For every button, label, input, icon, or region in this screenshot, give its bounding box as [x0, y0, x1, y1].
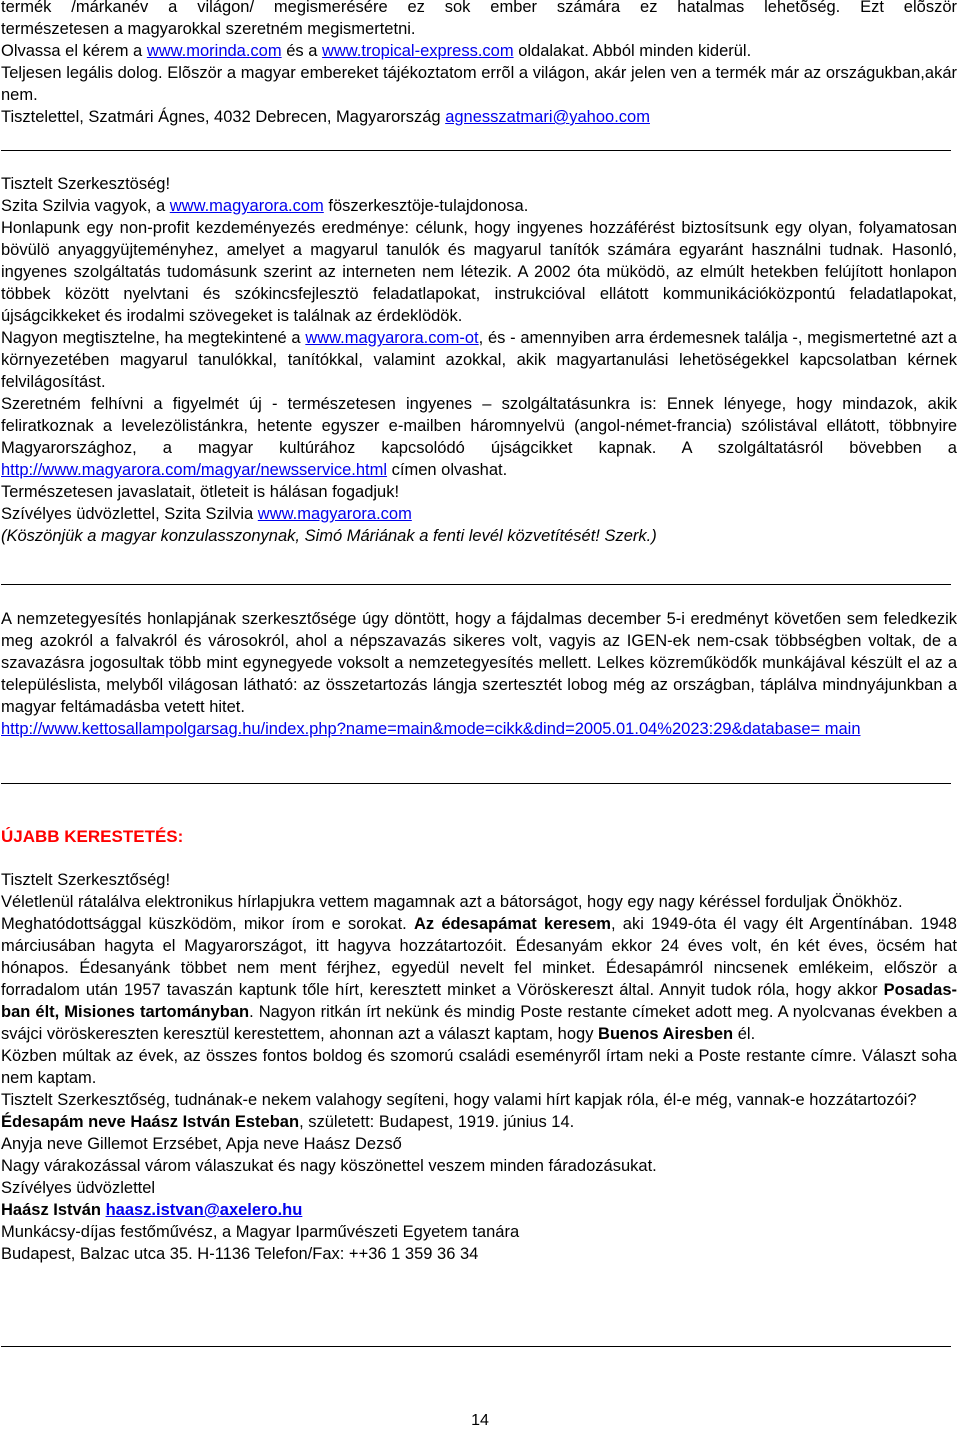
text-paragraph: Tisztelt Szerkesztőség, tudnának-e nekem valahogy segíteni, hogy valami hírt kapjak róla, él-e még, vannak-e hozzátartozói?	[1, 1091, 917, 1109]
text-span: , aki 1949-óta él vagy élt Argentínában. 1948 márciusában hagyta el Magyarországot, itt hagyva hozzátartozóit. Édesanyám ekkor 24 éves volt, én két éves, öcsém hat hónapos. Édesanyánk többet nem ment férjhez, egyedül nevelt fel minket. Édesapámról nincsenek emlékeim, először a forradalom után 1957 tavaszán kaptunk tőle hírt, keresztett minket a Vöröskereszt által. Annyit tudok róla, hogy akkor	[1, 915, 957, 999]
text-line: Természetesen javaslatait, ötleteit is hálásan fogadjuk!	[1, 483, 400, 501]
letter-morinda	[1, 0, 957, 128]
page-number: 14	[471, 1412, 489, 1429]
text-span: Olvassa el kérem a	[1, 42, 147, 60]
ujabb-kerestetes	[1, 826, 957, 1265]
text-line: Munkácsy-díjas festőművész, a Magyar Iparművészeti Egyetem tanára	[1, 1223, 520, 1241]
bold-text: Az édesapámat keresem	[413, 915, 611, 933]
link-line	[1, 718, 957, 740]
text-span: és a	[281, 42, 322, 60]
text-line: Szívélyes üdvözlettel	[1, 1179, 156, 1197]
text-span: Szívélyes üdvözlettel, Szita Szilvia	[1, 505, 258, 523]
text-paragraph: Teljesen legális dolog. Elõször a magyar embereket tájékoztatom errõl a világon, akár jelen ven a termék már az országukban,akár nem.	[1, 64, 957, 104]
text-span: , és - amennyiben arra érdemesnek találja -, megismertetné azt a környezetében magyarul tanulókkal, tanítókkal, valamint azokkal, akik magyartanulási lehetöségekkel kapcsolatban kérnek felvilágosítást.	[1, 329, 957, 391]
signature-line	[1, 106, 957, 128]
section-heading: ÚJABB KERESTETÉS:	[1, 827, 184, 846]
text-span: , született: Budapest, 1919. június 14.	[299, 1113, 575, 1131]
text-paragraph: Közben múltak az évek, az összes fontos boldog és szomorú családi eseményről írtam neki a Poste restante címre. Választ soha nem kaptam.	[1, 1047, 957, 1087]
text-line: Budapest, Balzac utca 35. H-1136 Telefon/Fax: ++36 1 359 36 34	[1, 1245, 479, 1263]
text-line	[1, 40, 957, 62]
separator	[1, 783, 951, 784]
greeting: Tisztelt Szerkesztöség!	[1, 175, 171, 193]
text-line	[1, 1111, 957, 1133]
email-link-haasz[interactable]: haasz.istvan@axelero.hu	[105, 1201, 303, 1219]
text-paragraph: A nemzetegyesítés honlapjának szerkesztősége úgy döntött, hogy a fájdalmas december 5-i eredményt követően sem feledkezik meg azokról a falvakról és városokról, ahol a népszavazás sikeres volt, vagyis az IGEN-ek nem-csak többségben voltak, de a szavazásra jogosultak több mint egynegyede voksolt a nemzetegyesítés mellett. Lelkes közreműködők munkájával készült el az a településlista, melyből világosan látható: az összetartozás lángja szertesztét lobog még az országban, táplálva mindnyájunkban a magyar feltámadásba vetett hitet.	[1, 610, 957, 716]
text-line: Nagy várakozással várom válaszukat és nagy köszönettel veszem minden fáradozásukat.	[1, 1157, 657, 1175]
text-line: termék /márkanév a világon/ megismerésére ez sok ember számára ez hatalmas lehetõség. Ezt elõször	[1, 0, 957, 16]
link-magyarora-closing[interactable]: www.magyarora.com	[257, 505, 412, 523]
text-span: Tisztelettel, Szatmári Ágnes, 4032 Debrecen, Magyarország	[1, 108, 446, 126]
separator	[1, 584, 951, 585]
text-span: címen olvashat.	[387, 461, 508, 479]
text-line: Anyja neve Gillemot Erzsébet, Apja neve Haász Dezső	[1, 1135, 402, 1153]
text-span: él.	[733, 1025, 756, 1043]
text-span: . Nagyon ritkán írt nekünk és mindig Poste restante címeket adott meg. A nyolcvanas években a svájci vöröskereszten keresztül kerestettem, ahonnan azt a választ kaptam, hogy	[1, 1003, 957, 1043]
letter-magyarora	[1, 173, 957, 547]
text-span: Szita Szilvia vagyok, a	[1, 197, 170, 215]
greeting: Tisztelt Szerkesztőség!	[1, 871, 171, 889]
text-span: Meghatódottsággal küszködöm, mikor írom e sorokat.	[1, 915, 414, 933]
text-span: Szeretném felhívni a figyelmét új - természetesen ingyenes – szolgáltatásunkra is: Ennek lényege, hogy mindazok, akik feliratkoznak a levelezölistánkra, hetente egyszer e-mailben háromnyelvü (angol-német-francia) szólistával ellátott, többnyire Magyarországhoz, a magyar kultúrához kapcsolódó újságcikket kapnak. A szolgáltatásról bövebben a	[1, 395, 957, 457]
text-paragraph	[1, 393, 957, 481]
text-span: föszerkesztöje-tulajdonosa.	[323, 197, 529, 215]
text-span: Nagyon megtisztelne, ha megtekintené a	[1, 329, 306, 347]
link-kettosallampolgarsag[interactable]: http://www.kettosallampolgarsag.hu/index.php?name=main&mode=cikk&dind=2005.01.04%2023:29&database= main	[1, 720, 861, 738]
signature-name: Haász István	[1, 1201, 106, 1219]
link-morinda[interactable]: www.morinda.com	[146, 42, 282, 60]
editor-note: (Köszönjük a magyar konzulasszonynak, Simó Máriának a fenti levél közvetítését! Szerk.)	[1, 527, 657, 545]
separator	[1, 1346, 951, 1347]
text-paragraph: Véletlenül rátalálva elektronikus hírlapjukra vettem magamnak azt a bátorságot, hogy egy nagy kéréssel forduljak Önökhöz.	[1, 893, 903, 911]
intro-line	[1, 195, 957, 217]
nemzetegyesites-article	[1, 608, 957, 740]
text-paragraph	[1, 913, 957, 1045]
text-paragraph	[1, 327, 957, 393]
signature-line	[1, 1199, 957, 1221]
link-tropical-express[interactable]: www.tropical-express.com	[321, 42, 514, 60]
bold-text: Buenos Airesben	[598, 1025, 734, 1043]
bold-text: Édesapám neve Haász István Esteban	[1, 1113, 300, 1131]
closing-line	[1, 503, 957, 525]
email-link-szatmari[interactable]: agnesszatmari@yahoo.com	[445, 108, 650, 126]
separator	[1, 150, 951, 151]
link-newsservice[interactable]: http://www.magyarora.com/magyar/newsservice.html	[1, 461, 388, 479]
link-magyarora-ot[interactable]: www.magyarora.com-ot	[305, 329, 479, 347]
link-magyarora[interactable]: www.magyarora.com	[169, 197, 324, 215]
text-paragraph: Honlapunk egy non-profit kezdeményezés eredménye: célunk, hogy ingyenes hozzáférést biztosítsunk egy olyan, folyamatosan bövülö anyaggyüjteményhez, amelyet a magyarul tanulók és magyarul tanítók számára egyaránt használni tudnak. Hasonló, ingyenes szolgáltatás tudomásunk szerint az interneten nem létezik. A 2002 óta müködö, az elmúlt hetekben felújított honlapon többek között nyelvtani és szókincsfejlesztö feladatlapokat, instrukcióval ellátott kommunikációközpontú feladatlapokat, újságcikkeket és irodalmi szövegeket is találnak az érdeklödök.	[1, 219, 957, 325]
bold-text: Posadas-ban élt, Misiones tartományban	[1, 981, 957, 1021]
text-line: természetesen a magyarokkal szeretném megismertetni.	[1, 20, 416, 38]
text-span: oldalakat. Abból minden kiderül.	[513, 42, 752, 60]
